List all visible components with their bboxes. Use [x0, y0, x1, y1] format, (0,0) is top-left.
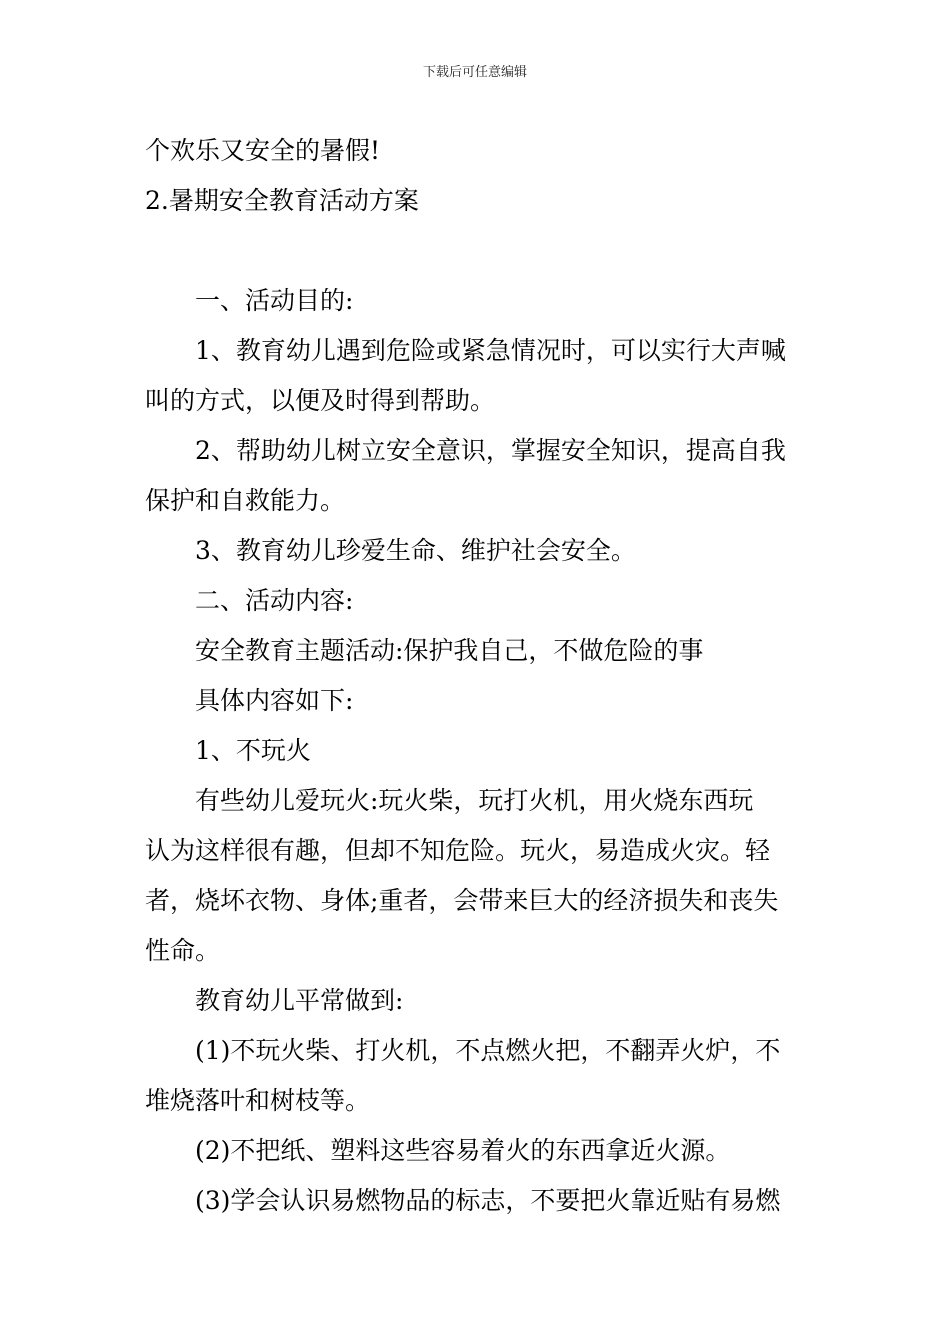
- paragraph-line: 者，烧坏衣物、身体;重者，会带来巨大的经济损失和丧失: [145, 886, 779, 915]
- paragraph-line: 安全教育主题活动:保护我自己，不做危险的事: [195, 636, 704, 665]
- paragraph-line: 叫的方式，以便及时得到帮助。: [145, 386, 496, 415]
- paragraph-line: 有些幼儿爱玩火:玩火柴，玩打火机，用火烧东西玩: [195, 786, 754, 815]
- paragraph-line: 性命。: [145, 936, 221, 965]
- list-item: 1、不玩火: [195, 736, 311, 765]
- paragraph-line: 1、教育幼儿遇到危险或紧急情况时，可以实行大声喊: [195, 336, 786, 365]
- section-heading: 2.暑期安全教育活动方案: [145, 186, 419, 215]
- paragraph-line: 认为这样很有趣，但却不知危险。玩火，易造成火灾。轻: [145, 836, 771, 865]
- section-heading: 二、活动内容:: [195, 586, 354, 615]
- page-header: 下载后可任意编辑: [422, 65, 527, 80]
- paragraph-line: 2、帮助幼儿树立安全意识，掌握安全知识，提高自我: [195, 436, 786, 465]
- paragraph-line: 个欢乐又安全的暑假!: [145, 136, 381, 165]
- section-heading: 一、活动目的:: [195, 286, 354, 315]
- list-item: (3)学会认识易燃物品的标志，不要把火靠近贴有易燃: [195, 1186, 781, 1215]
- paragraph-line: 3、教育幼儿珍爱生命、维护社会安全。: [195, 536, 636, 565]
- paragraph-line: 教育幼儿平常做到:: [195, 986, 404, 1015]
- list-item: (1)不玩火柴、打火机，不点燃火把，不翻弄火炉，不: [195, 1036, 781, 1065]
- paragraph-line: 堆烧落叶和树枝等。: [145, 1086, 371, 1115]
- paragraph-line: 具体内容如下:: [195, 686, 354, 715]
- paragraph-line: 保护和自救能力。: [145, 486, 346, 515]
- list-item: (2)不把纸、塑料这些容易着火的东西拿近火源。: [195, 1136, 731, 1165]
